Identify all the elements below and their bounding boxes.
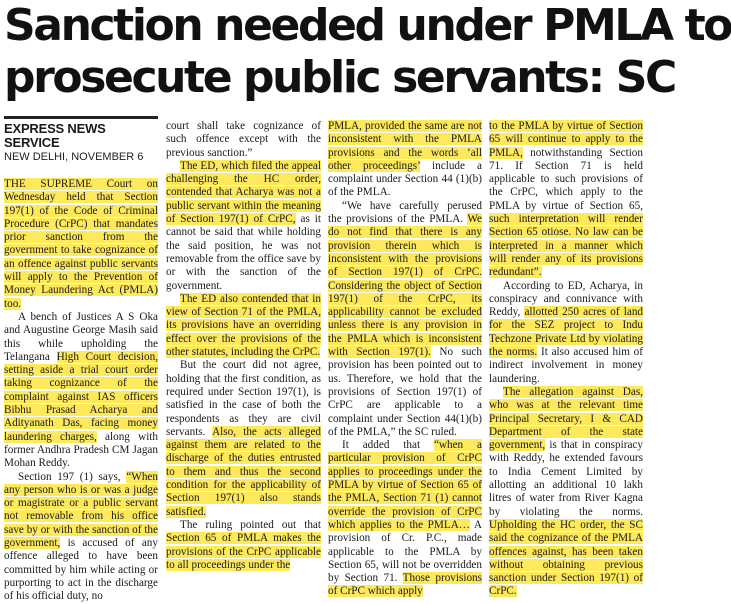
paragraph bbox=[166, 519, 321, 572]
body-text: The ruling pointed out that bbox=[180, 518, 321, 531]
body-text: No such provision has been pointed out to us. Therefore, we hold that the provisions of Section 197(1) of CrPC are applicable to a complaint under Section 44(1)(b) of the PMLA,” the SC ruled. bbox=[328, 346, 482, 438]
body-text: According to ED, Acharya, in conspiracy and connivance with Reddy, bbox=[489, 279, 643, 319]
headline bbox=[4, 0, 731, 110]
body-text: is that in conspiracy with Reddy, he extended favours to India Cement Limited by allotting an additional 10 lakh litres of water from River Kagna by violating the norms. bbox=[489, 439, 643, 518]
article-column-3 bbox=[328, 120, 483, 598]
agency-name: EXPRESS NEWS SERVICE bbox=[4, 121, 106, 150]
body-text: as it cannot be said that while holding the said position, he was not removable from the office save by or with the sanction of the government. bbox=[166, 213, 321, 292]
highlighted-text: Upholding the HC order, the SC said the cognizance of the PMLA offences against, has been taken without obtaining previous sanction under Section 197(1) of CrPC. bbox=[489, 518, 643, 598]
body-text: “We have carefully perused the provisions of the PMLA. bbox=[328, 199, 482, 226]
highlighted-text: to the PMLA by virtue of Section 65 will continue to apply to the PMLA, bbox=[489, 120, 643, 159]
paragraph bbox=[166, 160, 321, 293]
highlighted-text: such interpretation will render Section 65 otiose. No law can be interpreted in a manner which will render any of its provisions redundant”. bbox=[489, 213, 643, 279]
highlighted-text: Section 65 of PMLA makes the provisions of the CrPC applicable to all proceedings under the bbox=[166, 532, 321, 571]
body-text: A bench of Justices A S Oka and Augustine George Masih said this while upholding the Telangana bbox=[4, 310, 158, 363]
highlighted-text: High Court decision, setting aside a trial court order taking cognizance of the complaint against IAS officers Bibhu Prasad Acharya and Adityanath Das, facing money laundering charges, bbox=[4, 350, 158, 443]
article-column-2 bbox=[166, 120, 321, 573]
body-text: It also accused him of indirect involvement in money laundering. bbox=[489, 346, 643, 385]
paragraph bbox=[166, 293, 321, 359]
body-text: Section 197 (1) says, bbox=[18, 470, 127, 483]
highlighted-text: The ED also contended that in view of Section 71 of the PMLA, its provisions have an overriding effect over the provisions of the other statutes, including the CrPC. bbox=[166, 292, 321, 359]
paragraph bbox=[328, 200, 482, 439]
body-text: court shall take cognizance of such offence except with the previous sanction.” bbox=[166, 120, 321, 159]
highlighted-text: allotted 250 acres of land for the SEZ project to Indu Techzone Private Ltd by violating the norms. bbox=[489, 306, 644, 359]
highlighted-text: We do not find that there is any provision therein which is inconsistent with the provisions of Section 197(1) of CrPC. Considering the object of Section 197(1) of the CrPC, its applicability cannot be excluded unless there is any provision in the PMLA which is inconsistent with Section 197(1). bbox=[328, 213, 482, 359]
paragraph bbox=[166, 359, 321, 519]
byline bbox=[4, 122, 164, 164]
article-column-1 bbox=[4, 178, 158, 603]
paragraph bbox=[166, 120, 321, 160]
article-column-4 bbox=[489, 120, 644, 598]
highlighted-text: “when a particular provision of CrPC applies to proceedings under the PMLA by virtue of Section 65 of the PMLA, Section 71 (1) cannot override the provision of CrPC which applies to the PMLA… bbox=[328, 439, 482, 531]
paragraph bbox=[489, 386, 643, 599]
paragraph bbox=[4, 471, 158, 604]
highlighted-text: Also, the acts alleged against them are related to the discharge of the duties entrusted to them and thus the second condition for the applicability of Section 197(1) also stands satisfied. bbox=[166, 425, 322, 518]
body-text: include a complaint under Section 44 (1)(b) of the PMLA. bbox=[328, 159, 482, 199]
body-text: notwithstanding Section 71. If Section 71 is held applicable to such provisions of the CrPC, which apply to the PMLA by virtue of Section 65, bbox=[489, 146, 643, 212]
paragraph bbox=[4, 178, 158, 311]
headline-line-2: prosecute public servants: SC bbox=[4, 52, 675, 103]
paragraph bbox=[328, 120, 482, 200]
highlighted-text: PMLA, provided the same are not inconsistent with the PMLA provisions and the words ‘all other proceedings’ bbox=[328, 120, 482, 172]
highlighted-text: THE SUPREME Court on Wednesday held that Section 197(1) of the Code of Criminal Procedure (CrPC) that mandates prior sanction from the government to take cognizance of an offence against public servants will apply to the Prevention of Money Laundering Act (PMLA) too. bbox=[4, 178, 158, 310]
body-text: A provision of Cr. P.C., made applicable to the PMLA by Section 65, will not be overridden by Section 71. bbox=[328, 518, 483, 585]
byline-rule bbox=[4, 116, 158, 119]
body-text: But the court did not agree, holding that the first condition, as required under Section 197(1), is satisfied in the case of both the respondents as they are civil servants. bbox=[166, 359, 321, 438]
highlighted-text: The ED, which filed the appeal challenging the HC order, contended that Acharya was not a public servant within the meaning of Section 197(1) of CrPC, bbox=[166, 159, 321, 226]
body-text: along with former Andhra Pradesh CM Jagan Mohan Reddy. bbox=[4, 430, 158, 470]
highlighted-text: The allegation against Das, who was at the relevant time Principal Secretary, I & CAD Department of the state government, bbox=[489, 385, 643, 452]
paragraph bbox=[328, 439, 482, 599]
paragraph bbox=[4, 311, 158, 471]
highlighted-text: Those provisions of CrPC which apply bbox=[328, 572, 482, 598]
highlighted-text: “When any person who is or was a judge or magistrate or a public servant not removable from his office save by or with the sanction of the government, bbox=[4, 470, 158, 550]
body-text: It added that bbox=[342, 439, 434, 452]
body-text: is accused of any offence alleged to have been committed by him while acting or purporting to act in the discharge of his official duty, no bbox=[4, 537, 158, 603]
dateline: NEW DELHI, NOVEMBER 6 bbox=[4, 151, 144, 163]
paragraph bbox=[489, 120, 643, 280]
paragraph bbox=[489, 280, 643, 386]
headline-line-1: Sanction needed under PMLA to bbox=[4, 0, 731, 51]
